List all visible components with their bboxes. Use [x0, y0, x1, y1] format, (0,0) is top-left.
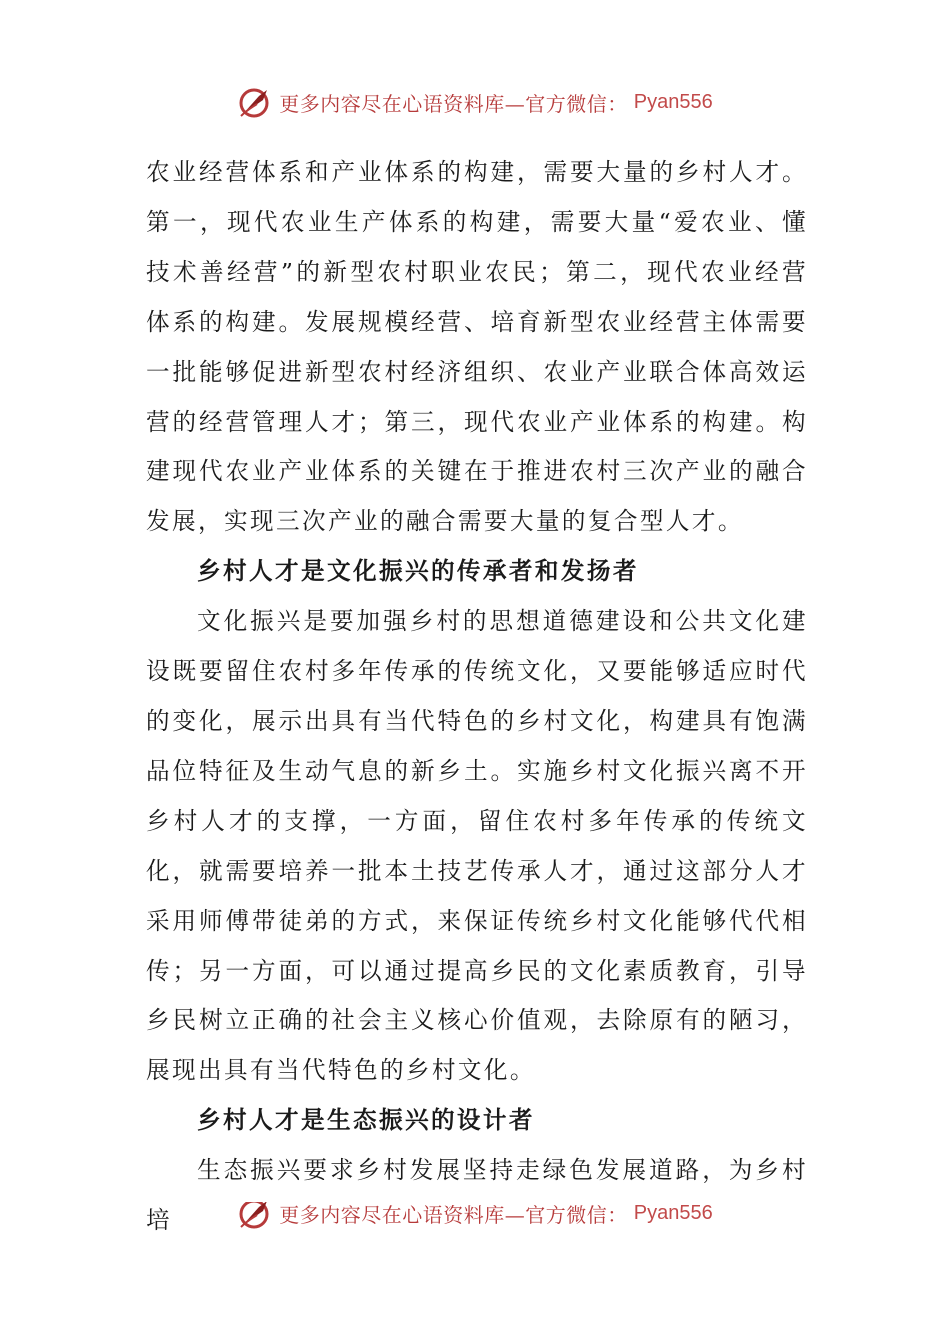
section-heading-culture: 乡村人才是文化振兴的传承者和发扬者 [197, 557, 639, 586]
watermark-wechat-id: Pyan556 [633, 1202, 713, 1224]
watermark-text: 更多内容尽在心语资料库—官方微信： [279, 91, 628, 116]
footer-watermark [0, 1202, 950, 1236]
document-body [146, 148, 808, 1246]
quill-logo-icon [237, 84, 273, 120]
paragraph-2: 文化振兴是要加强乡村的思想道德建设和公共文化建设既要留住农村多年传承的传统文化，又要能够适应时代的变化，展示出具有当代特色的乡村文化，构建具有饱满品位特征及生动气息的新乡土。实施乡村文化振兴离不开乡村人才的支撑，一方面，留住农村多年传承的传统文化，就需要培养一批本土技艺传承人才，通过这部分人才采用师傅带徒弟的方式，来保证传统乡村文化能够代代相传；另一方面，可以通过提高乡民的文化素质教育，引导乡民树立正确的社会主义核心价值观，去除原有的陋习，展现出具有当代特色的乡村文化。 [146, 607, 808, 1085]
paragraph-1: 农业经营体系和产业体系的构建，需要大量的乡村人才。第一，现代农业生产体系的构建，需要大量“爱农业、懂技术善经营”的新型农村职业农民；第二，现代农业经营体系的构建。发展规模经营、培育新型农业经营主体需要一批能够促进新型农村经济组织、农业产业联合体高效运营的经营管理人才；第三，现代农业产业体系的构建。构建现代农业产业体系的关键在于推进农村三次产业的融合发展，实现三次产业的融合需要大量的复合型人才。 [146, 158, 808, 536]
header-watermark [0, 82, 950, 122]
watermark-wechat-id: Pyan556 [633, 90, 713, 113]
quill-logo-icon [237, 1202, 273, 1231]
section-heading-ecology: 乡村人才是生态振兴的设计者 [197, 1106, 535, 1135]
watermark-text: 更多内容尽在心语资料库—官方微信： [279, 1202, 628, 1227]
paragraph-3: 生态振兴要求乡村发展坚持走绿色发展道路，为乡村培 [146, 1156, 808, 1235]
